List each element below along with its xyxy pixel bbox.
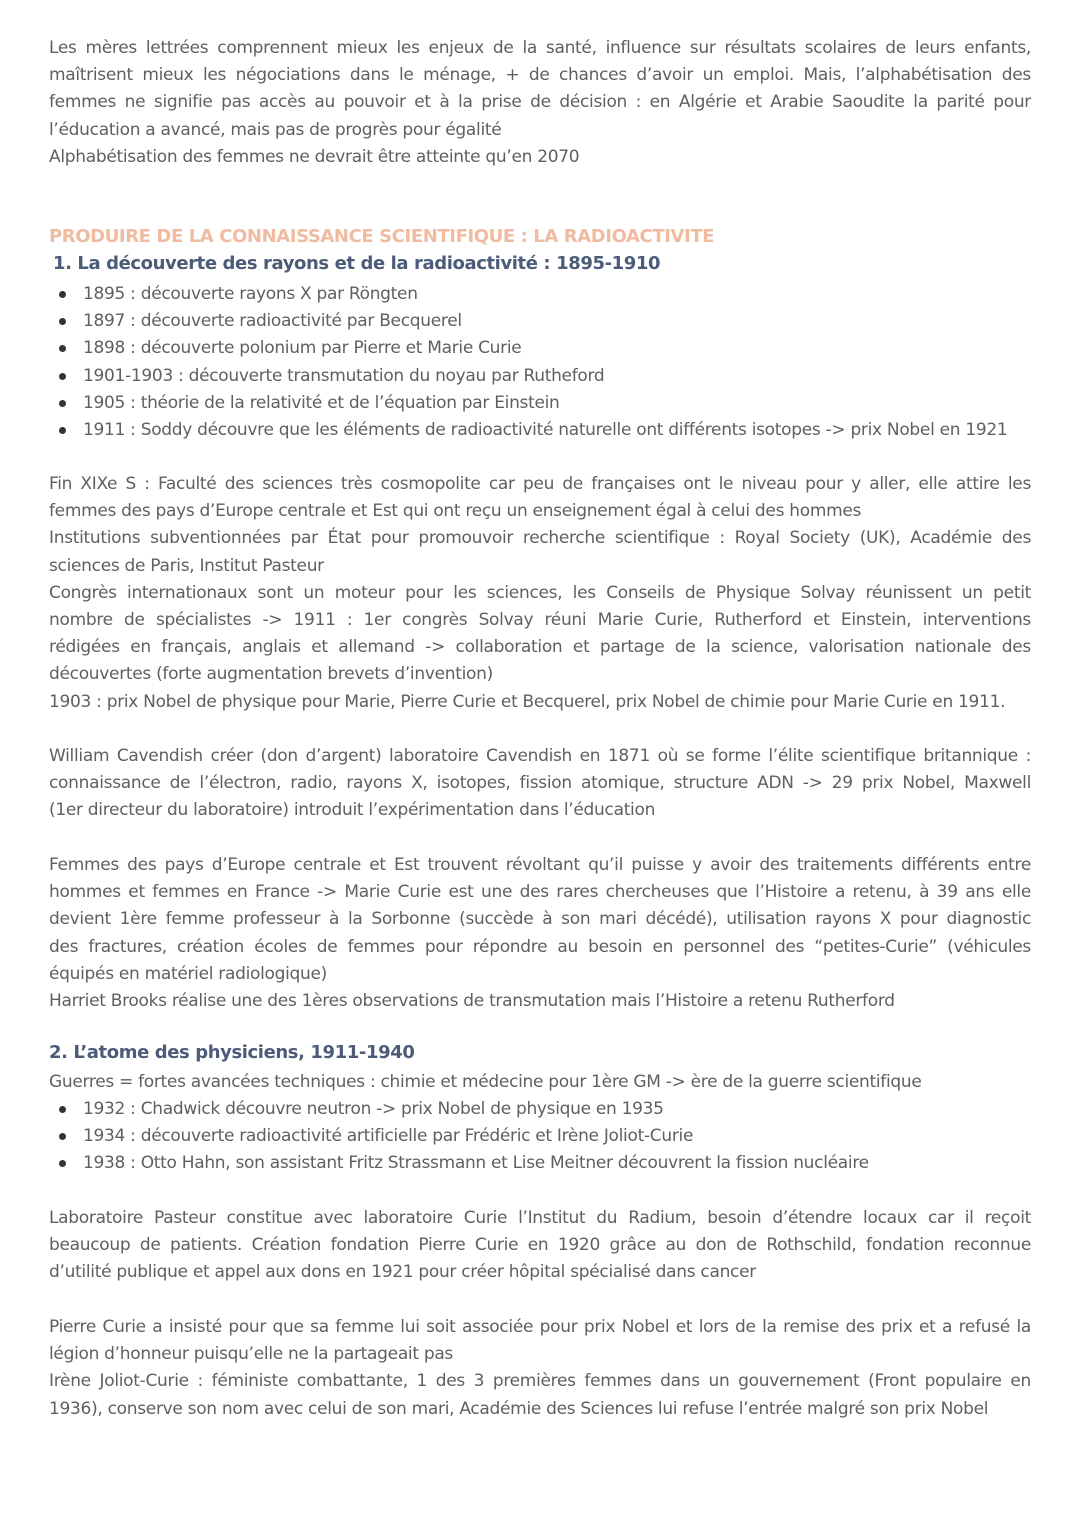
- bullet-icon: [59, 318, 66, 325]
- text-line: 1936), conserve son nom avec celui de son mari, Académie des Sciences lui refuse l’entrée malgré son prix Nobel: [49, 1398, 989, 1419]
- bullet-icon: [59, 1106, 66, 1113]
- part1-paragraph-c: [49, 852, 1031, 1015]
- part2-paragraph-b: [49, 1314, 1031, 1423]
- text-line: Fin XIXe S : Faculté des sciences très cosmopolite car peu de françaises ont le niveau pour y aller, elle attire les: [49, 474, 1031, 494]
- text-line: Harriet Brooks réalise une des 1ères observations de transmutation mais l’Histoire a retenu Rutherford: [49, 991, 895, 1012]
- part1-heading: 1. La découverte des rayons et de la radioactivité : 1895-1910: [53, 253, 661, 274]
- part1-paragraph-b: [49, 743, 1031, 825]
- text-line: Femmes des pays d’Europe centrale et Est trouvent révoltant qu’il puisse y avoir des traitements différents entre: [49, 855, 1031, 875]
- text-line: d’utilité publique et appel aux dons en 1921 pour créer hôpital spécialisé dans cancer: [49, 1262, 756, 1283]
- text-line: William Cavendish créer (don d’argent) laboratoire Cavendish en 1871 où se forme l’élite scientifique britannique :: [49, 746, 1031, 766]
- part1-paragraph-a: [49, 471, 1031, 716]
- list-item: 1938 : Otto Hahn, son assistant Fritz Strassmann et Lise Meitner découvrent la fission nucléaire: [55, 1150, 869, 1177]
- list-item: 1898 : découverte polonium par Pierre et Marie Curie: [55, 335, 1007, 362]
- list-item: 1911 : Soddy découvre que les éléments de radioactivité naturelle ont différents isotopes -> prix Nobel en 1921: [55, 417, 1007, 444]
- list-item: 1897 : découverte radioactivité par Becquerel: [55, 308, 1007, 335]
- text-line: rédigées en français, anglais et allemand -> collaboration et partage de la science, valorisation nationale des: [49, 637, 1031, 658]
- text-line: (1er directeur du laboratoire) introduit l’expérimentation dans l’éducation: [49, 800, 656, 821]
- text-line: Pierre Curie a insisté pour que sa femme lui soit associée pour prix Nobel et lors de la remise des prix et a refusé la: [49, 1317, 1031, 1337]
- text-line: Guerres = fortes avancées techniques : chimie et médecine pour 1ère GM -> ère de la guerre scientifique: [49, 1072, 922, 1092]
- part2-intro: [49, 1069, 1031, 1096]
- bullet-icon: [59, 400, 66, 407]
- part2-heading: 2. L’atome des physiciens, 1911-1940: [49, 1042, 415, 1063]
- text-line: 1903 : prix Nobel de physique pour Marie, Pierre Curie et Becquerel, prix Nobel de chimie pour Marie Curie en 1911.: [49, 691, 1006, 712]
- part1-bullet-list: [55, 281, 1007, 444]
- text-line: nombre de spécialistes -> 1911 : 1er congrès Solvay réuni Marie Curie, Rutherford et Einstein, interventions: [49, 610, 1031, 631]
- text-line: Institutions subventionnées par État pour promouvoir recherche scientifique : Royal Society (UK), Académie des: [49, 528, 1031, 549]
- bullet-icon: [59, 1133, 66, 1140]
- text-line: découvertes (forte augmentation brevets d’invention): [49, 664, 493, 685]
- bullet-icon: [59, 291, 66, 298]
- list-item: 1895 : découverte rayons X par Röngten: [55, 281, 1007, 308]
- section-title: PRODUIRE DE LA CONNAISSANCE SCIENTIFIQUE : LA RADIOACTIVITE: [49, 226, 715, 247]
- list-item: 1905 : théorie de la relativité et de l’équation par Einstein: [55, 390, 1007, 417]
- text-line: Les mères lettrées comprennent mieux les enjeux de la santé, influence sur résultats scolaires de leurs enfants,: [49, 38, 1031, 58]
- bullet-icon: [59, 427, 66, 434]
- text-line: Alphabétisation des femmes ne devrait être atteinte qu’en 2070: [49, 146, 580, 167]
- text-line: Irène Joliot-Curie : féministe combattante, 1 des 3 premières femmes dans un gouvernement (Front populaire en: [49, 1371, 1031, 1392]
- part2-bullet-list: [55, 1096, 869, 1178]
- text-line: femmes des pays d’Europe centrale et Est qui ont reçu un enseignement égal à celui des hommes: [49, 501, 862, 522]
- text-line: Congrès internationaux sont un moteur pour les sciences, les Conseils de Physique Solvay réunissent un petit: [49, 582, 1031, 603]
- bullet-icon: [59, 345, 66, 352]
- text-line: légion d’honneur puisqu’elle ne la partageait pas: [49, 1344, 453, 1365]
- bullet-icon: [59, 373, 66, 380]
- intro-paragraph: [49, 35, 1031, 171]
- list-item: 1934 : découverte radioactivité artificielle par Frédéric et Irène Joliot-Curie: [55, 1123, 869, 1150]
- text-line: maîtrisent mieux les négociations dans le ménage, + de chances d’avoir un emploi. Mais, l’alphabétisation des: [49, 65, 1031, 86]
- text-line: équipés en matériel radiologique): [49, 963, 328, 984]
- list-item: 1901-1903 : découverte transmutation du noyau par Rutheford: [55, 363, 1007, 390]
- text-line: femmes ne signifie pas accès au pouvoir et à la prise de décision : en Algérie et Arabie Saoudite la parité pour: [49, 92, 1031, 113]
- bullet-icon: [59, 1160, 66, 1167]
- text-line: sciences de Paris, Institut Pasteur: [49, 555, 324, 576]
- text-line: beaucoup de patients. Création fondation Pierre Curie en 1920 grâce au don de Rothschild, fondation reconnue: [49, 1235, 1031, 1256]
- text-line: des fractures, création écoles de femmes pour répondre au besoin en personnel des “petites-Curie” (véhicules: [49, 936, 1031, 957]
- list-item: 1932 : Chadwick découvre neutron -> prix Nobel de physique en 1935: [55, 1096, 869, 1123]
- text-line: Laboratoire Pasteur constitue avec laboratoire Curie l’Institut du Radium, besoin d’étendre locaux car il reçoit: [49, 1208, 1031, 1228]
- text-line: devient 1ère femme professeur à la Sorbonne (succède à son mari décédé), utilisation rayons X pour diagnostic: [49, 909, 1031, 930]
- part2-paragraph-a: [49, 1205, 1031, 1287]
- text-line: l’éducation a avancé, mais pas de progrès pour égalité: [49, 119, 502, 140]
- text-line: connaissance de l’électron, radio, rayons X, isotopes, fission atomique, structure ADN -> 29 prix Nobel, Maxwell: [49, 773, 1031, 794]
- text-line: hommes et femmes en France -> Marie Curie est une des rares chercheuses que l’Histoire a retenu, à 39 ans elle: [49, 882, 1031, 903]
